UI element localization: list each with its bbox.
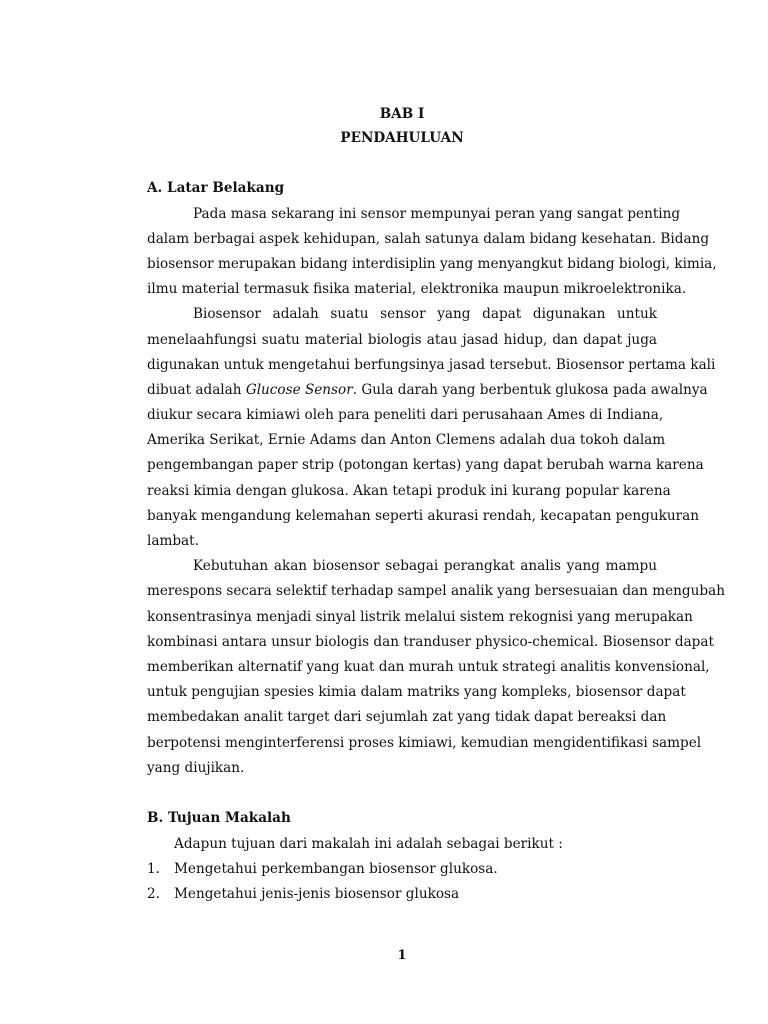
paragraph-line-with-emphasis bbox=[147, 382, 708, 399]
section-a-heading: A. Latar Belakang bbox=[147, 180, 285, 196]
paragraph-line: Biosensor adalah suatu sensor yang dapat digunakan untuk bbox=[193, 306, 657, 322]
page-number: 1 bbox=[397, 948, 407, 963]
paragraph-line: pengembangan paper strip (potongan kertas) yang dapat berubah warna karena bbox=[147, 457, 704, 473]
paragraph-line: Pada masa sekarang ini sensor mempunyai peran yang sangat penting bbox=[193, 206, 681, 222]
paragraph-line: memberikan alternatif yang kuat dan murah untuk strategi analitis konvensional, bbox=[147, 659, 710, 675]
paragraph-line: kombinasi antara unsur biologis dan tranduser physico-chemical. Biosensor dapat bbox=[147, 634, 714, 650]
paragraph-line: konsentrasinya menjadi sinyal listrik melalui sistem rekognisi yang merupakan bbox=[147, 609, 693, 625]
paragraph-line: reaksi kimia dengan glukosa. Akan tetapi produk ini kurang popular karena bbox=[147, 483, 671, 499]
chapter-title: BAB I bbox=[379, 106, 425, 122]
paragraph-line: yang diujikan. bbox=[147, 760, 245, 776]
section-b-intro: Adapun tujuan dari makalah ini adalah sebagai berikut : bbox=[174, 836, 563, 852]
paragraph-line: merespons secara selektif terhadap sampel analik yang bersesuaian dan mengubah bbox=[147, 583, 725, 599]
paragraph-line: Kebutuhan akan biosensor sebagai perangkat analis yang mampu bbox=[193, 558, 657, 574]
list-item-number: 2. bbox=[147, 886, 160, 902]
text-run: . Gula darah yang berbentuk glukosa pada awalnya bbox=[352, 382, 708, 398]
section-b-heading: B. Tujuan Makalah bbox=[147, 810, 291, 826]
paragraph-line: biosensor merupakan bidang interdisiplin yang menyangkut bidang biologi, kimia, bbox=[147, 256, 717, 272]
paragraph-line: lambat. bbox=[147, 533, 199, 549]
paragraph-line: membedakan analit target dari sejumlah zat yang tidak dapat bereaksi dan bbox=[147, 709, 667, 725]
paragraph-line: Amerika Serikat, Ernie Adams dan Anton Clemens adalah dua tokoh dalam bbox=[147, 432, 666, 448]
list-item-number: 1. bbox=[147, 861, 160, 877]
emphasis-glucose-sensor: Glucose Sensor bbox=[245, 382, 353, 398]
paragraph-line: untuk pengujian spesies kimia dalam matriks yang kompleks, biosensor dapat bbox=[147, 684, 686, 700]
paragraph-line: ilmu material termasuk fisika material, elektronika maupun mikroelektronika. bbox=[147, 281, 687, 297]
paragraph-line: digunakan untuk mengetahui berfungsinya jasad tersebut. Biosensor pertama kali bbox=[147, 357, 716, 373]
paragraph-line: diukur secara kimiawi oleh para peneliti dari perusahaan Ames di Indiana, bbox=[147, 407, 664, 423]
paragraph-line: berpotensi menginterferensi proses kimiawi, kemudian mengidentifikasi sampel bbox=[147, 735, 702, 751]
paragraph-line: menelaahfungsi suatu material biologis atau jasad hidup, dan dapat juga bbox=[147, 332, 657, 348]
list-item: Mengetahui perkembangan biosensor glukosa. bbox=[174, 861, 498, 877]
list-item: Mengetahui jenis-jenis biosensor glukosa bbox=[174, 886, 460, 902]
paragraph-line: dalam berbagai aspek kehidupan, salah satunya dalam bidang kesehatan. Bidang bbox=[147, 231, 710, 247]
chapter-subtitle: PENDAHULUAN bbox=[340, 130, 464, 146]
text-run: dibuat adalah bbox=[147, 382, 246, 398]
paragraph-line: banyak mengandung kelemahan seperti akurasi rendah, kecapatan pengukuran bbox=[147, 508, 699, 524]
